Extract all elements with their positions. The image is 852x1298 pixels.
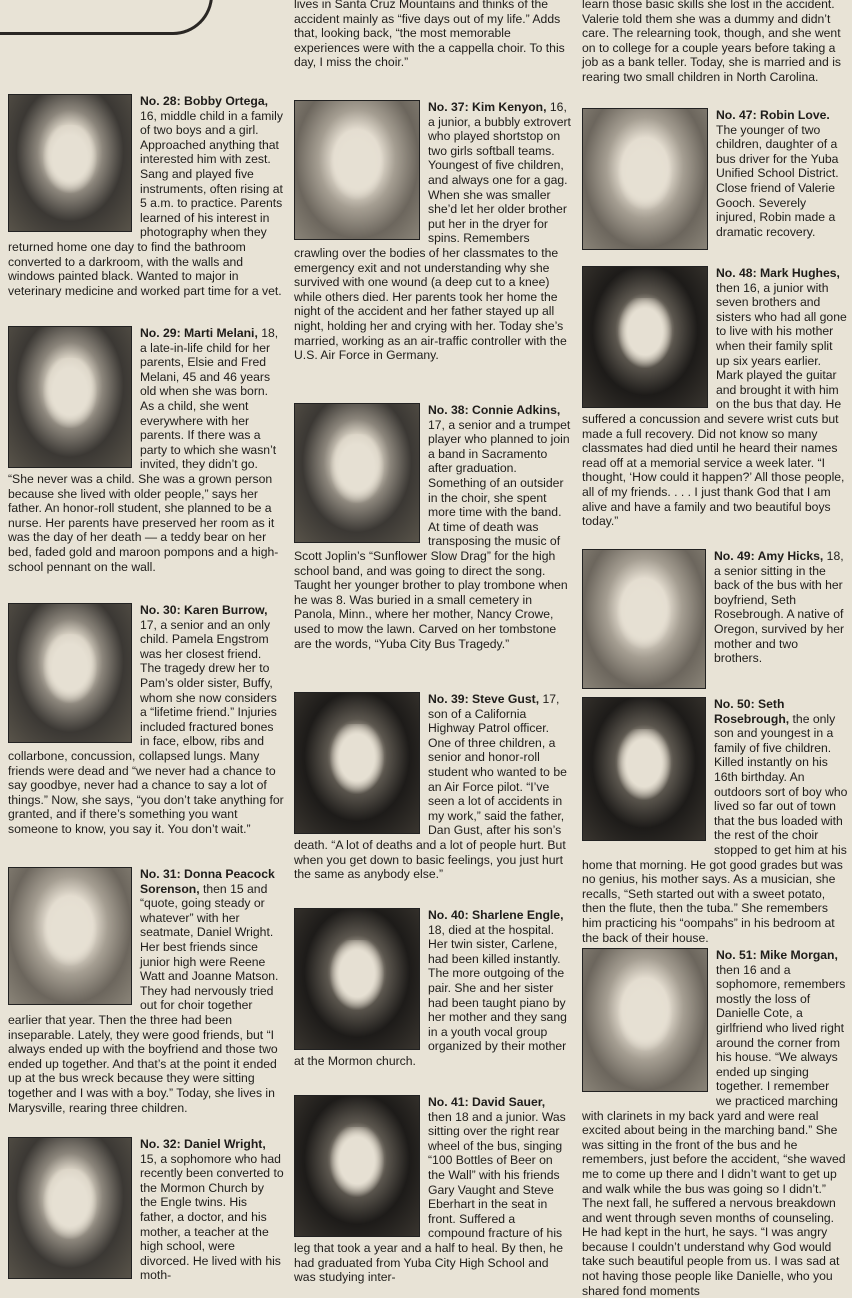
entry-text: The younger of two children, daughter of a bus driver for the Yuba Unified School District. Close friend of Valerie Gooch. Severely injured, Robin made a dramatic recovery.: [716, 122, 839, 239]
entry-name: No. 48: Mark Hughes,: [716, 266, 840, 280]
entry-50: [582, 697, 848, 945]
portrait-photo: [582, 948, 708, 1092]
entry-text: then 16, a junior with seven brothers and sisters who had all gone to live with his mother when their family split up six years earlier. Mark played the guitar and brought it with him on the bus that day. He suffered a concussion and severe wrist cuts but made a full recovery. Did not know so many classmates had died until he heard their names read off at a memorial service a week later. “I thought, ‘How could it happen?’ All those people, all of my friends. . . . I just thank God that I am alive and have a family and two beautiful boys today.”: [582, 280, 847, 529]
portrait-photo: [8, 94, 132, 232]
entry-text: 16, middle child in a family of two boys and a girl. Approached anything that interested him with zest. Sang and played five instruments, often rising at 5 a.m. to practice. Parents learned of his interest in photography when they returned home one day to find the bathroom converted to a darkroom, with the walls and windows painted black. Wanted to major in veterinary medicine and worked part time for a vet.: [8, 108, 283, 298]
portrait-photo: [8, 326, 132, 468]
entry-name: No. 30: Karen Burrow,: [140, 603, 268, 617]
entry-name: No. 28: Bobby Ortega,: [140, 94, 268, 108]
entry-text: the only son and youngest in a family of five children. Killed instantly on his 16th birthday. An outdoors sort of boy who lived so far out of town that the bus loaded with the rest of the choir stopped to get him at his home that morning. He got good grades but was no genius, his mother says. As a musician, she recalls, “Seth started out with a sweet potato, then the flute, then the tuba.” She remembers him practicing his “oompahs” in his bedroom at the back of their house.: [582, 711, 848, 945]
entry-51: [582, 948, 848, 1298]
entry-text: 18, a senior sitting in the back of the bus with her boyfriend, Seth Rosebrough. A native of Oregon, survived by her mother and two brothers.: [714, 549, 845, 666]
portrait-photo: [294, 692, 420, 834]
entry-text: 15, a sophomore who had recently been converted to the Mormon Church by the Engle twins. His father, a doctor, and his mother, a teacher at the high school, were divorced. He lived with his moth-: [140, 1151, 284, 1283]
entry-text: then 15 and “quote, going steady or whatever” with her seatmate, Daniel Wright. Her best friends since junior high were Reene Watt and Joanne Matson. They had nervously tried out for choir together earlier that year. Then the three had been inseparable. Lately, they were good friends, but “I always ended up with the boyfriend and those two ended up together. And that’s at the point it ended up at the bus wreck because they were sitting together and I was with a boy.” Today, she lives in Marysville, rearing three children.: [8, 881, 279, 1115]
entry-38: [294, 403, 571, 651]
portrait-photo: [294, 100, 420, 240]
entry-49: [582, 549, 848, 692]
entry-name: No. 47: Robin Love.: [716, 108, 830, 122]
portrait-photo: [294, 1095, 420, 1237]
entry-31: [8, 867, 284, 1115]
entry-name: No. 32: Daniel Wright,: [140, 1137, 266, 1151]
entry-text: 17, a senior and a trumpet player who planned to join a band in Sacramento after graduation. Something of an outsider in the choir, she spent more time with the band. At time of death was transposing the music of Scott Joplin’s “Sunflower Slow Drag” for the high school band, and was going to direct the song. Taught her younger brother to play trombone when he was 8. Was buried in a small cemetery in Panola, Minn., where her mother, Nancy Crowe, used to mow the lawn. Carved on her tombstone are the words, “Yuba City Bus Tragedy.”: [294, 417, 571, 651]
entry-41: [294, 1095, 571, 1285]
portrait-photo: [8, 1137, 132, 1279]
entry-text: 18, died at the hospital. Her twin sister, Carlene, had been killed instantly. The more outgoing of the pair. She and her sister had been taught piano by her mother and they sang in a youth vocal group organized by their mother at the Mormon church.: [294, 922, 567, 1068]
entry-28: [8, 94, 284, 298]
entry-text: 17, a senior and an only child. Pamela Engstrom was her closest friend. The tragedy drew her to Pam’s older sister, Buffy, whom she now considers a “lifetime friend.” Injuries included fractured bones in face, elbow, ribs and collarbone, concussion, collapsed lungs. Many friends were dead and “we never had a chance to say goodbye, never had a chance to say a lot of things.” Now, she says, “you don’t take anything for granted, and if there’s something you want someone to know, you say it. You don’t wait.”: [8, 617, 284, 836]
entry-name: No. 39: Steve Gust,: [428, 692, 540, 706]
continued-text-top: lives in Santa Cruz Mountains and thinks of the accident mainly as “five days out of my life.” Adds that, looking back, “the most memorable experiences were with the a cappella choir. To this day, I miss the choir.”: [294, 0, 565, 70]
portrait-photo: [8, 867, 132, 1005]
entry-text: 16, a junior, a bubbly extrovert who played shortstop on two girls softball teams. Youngest of five children, and always one for a gag. When she was smaller she’d let her older brother put her in the dryer for spins. Remembers crawling over the bodies of her classmates to the emergency exit and not understanding why she survived with one wound (a deep cut to a knee) while others died. Her parents took her home the night of the accident and her father stayed up all night, holding her and crying with her. Today she’s married, working as an air-traffic controller with the U.S. Air Force in Germany.: [294, 100, 571, 363]
entry-48: [582, 266, 848, 529]
entry-name: No. 38: Connie Adkins,: [428, 403, 561, 417]
entry-name: No. 41: David Sauer,: [428, 1095, 546, 1109]
entry-text: 17, son of a California Highway Patrol officer. One of three children, a senior and honor-roll student who wanted to be an Air Force pilot. “I’ve seen a lot of accidents in my work,” said the father, Dan Gust, after his son’s death. “A lot of deaths and a lot of people hurt. But when you get down to basic feelings, you just hurt the same as anybody else.”: [294, 692, 567, 882]
entry-32: [8, 1137, 284, 1283]
portrait-photo: [582, 697, 706, 841]
entry-40: [294, 908, 571, 1069]
portrait-photo: [294, 403, 420, 543]
header-graphic-corner: [0, 0, 213, 35]
entry-text: then 18 and a junior. Was sitting over the right rear wheel of the bus, singing “100 Bottles of Beer on the Wall” with his friends Gary Vaught and Steve Eberhart in the seat in front. Suffered a compound fracture of his leg that took a year and a half to heal. By then, he had graduated from Yuba City High School and was studying inter-: [294, 1109, 566, 1285]
entry-name: No. 50: Seth Rosebrough,: [714, 697, 790, 726]
portrait-photo: [294, 908, 420, 1050]
entry-name: No. 29: Marti Melani,: [140, 326, 258, 340]
entry-47: [582, 108, 848, 253]
entry-39: [294, 692, 571, 882]
entry-name: No. 49: Amy Hicks,: [714, 549, 824, 563]
portrait-photo: [582, 108, 708, 250]
entry-text: 18, a late-in-life child for her parents, Elsie and Fred Melani, 45 and 46 years old when she was born. As a child, she went everywhere with her parents. If there was a party to which she wasn’t invited, they didn’t go. “She never was a child. She was a grown person because she lived with older people,” says her father. An honor-roll student, she planned to be a nurse. Her parents have preserved her room as it was the day of her death — a teddy bear on her bed, faded gold and maroon pompons and a high-school pennant on the wall.: [8, 326, 279, 574]
continued-text-top: learn those basic skills she lost in the accident. Valerie told them she was a dummy and didn’t care. The relearning took, though, and she went on to college for a couple years before taking a job as a bank teller. Today, she is married and is rearing two small children in North Carolina.: [582, 0, 842, 84]
entry-name: No. 37: Kim Kenyon,: [428, 100, 547, 114]
entry-text: then 16 and a sophomore, remembers mostly the loss of Danielle Cote, a girlfriend who lived right around the corner from his house. “We always ended up singing together. I remember we practiced marching with clarinets in my back yard and were real excited about being in the marching band.” She was sitting in the front of the bus and he remembers, just before the accident, “she waved me to come up there and I didn’t want to get up and walk while the bus was going so I didn’t.” The next fall, he suffered a nervous breakdown and went through seven months of counseling. He had kept in the hurt, he says. “I was angry because I couldn’t understand why God would take such beautiful people from us. I was sad at not having those people like Danielle, who you shared fond moments: [582, 962, 846, 1298]
entry-name: No. 40: Sharlene Engle,: [428, 908, 564, 922]
entry-30: [8, 603, 284, 837]
entry-29: [8, 326, 284, 574]
portrait-photo: [582, 266, 708, 408]
entry-name: No. 51: Mike Morgan,: [716, 948, 838, 962]
portrait-photo: [582, 549, 706, 689]
entry-name: No. 31: Donna Peacock Sorenson,: [140, 867, 275, 896]
portrait-photo: [8, 603, 132, 743]
entry-37: [294, 100, 571, 363]
